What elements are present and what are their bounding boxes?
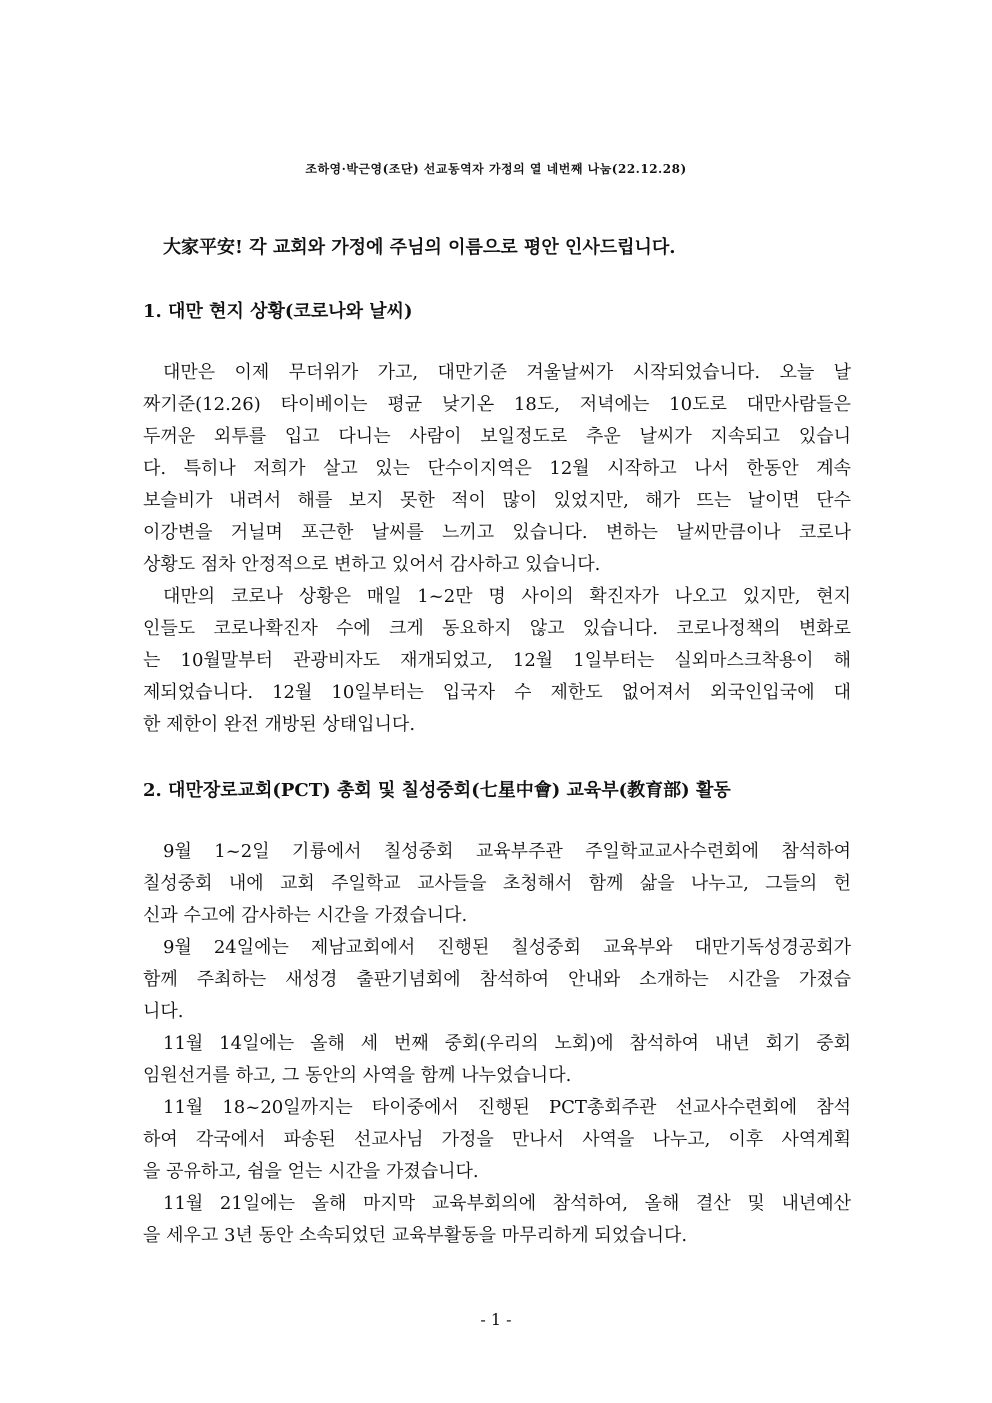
body-line: 11월 14일에는 올해 세 번째 중회(우리의 노회)에 참석하여 내년 회기 중회	[163, 1033, 851, 1054]
body-line: 하여 각국에서 파송된 선교사님 가정을 만나서 사역을 나누고, 이후 사역계획	[143, 1129, 851, 1150]
body-line: 짜기준(12.26) 타이베이는 평균 낮기온 18도, 저녁에는 10도로 대만사람들은	[143, 394, 851, 415]
body-line: 한 제한이 완전 개방된 상태입니다.	[143, 714, 416, 735]
body-line: 을 공유하고, 쉼을 얻는 시간을 가졌습니다.	[143, 1161, 479, 1182]
body-line: 임원선거를 하고, 그 동안의 사역을 함께 나누었습니다.	[143, 1065, 572, 1086]
section-2-body	[143, 836, 851, 1252]
document-title: 조하영·박근영(조단) 선교동역자 가정의 열 네번째 나눔(22.12.28)	[305, 162, 687, 176]
section-1-body	[143, 357, 851, 741]
section-1-heading: 1. 대만 현지 상황(코로나와 날씨)	[143, 301, 413, 322]
section-2-heading: 2. 대만장로교회(PCT) 총회 및 칠성중회(七星中會) 교육부(教育部) 활동	[143, 780, 731, 801]
body-line: 9월 24일에는 제남교회에서 진행된 칠성중회 교육부와 대만기독성경공회가	[163, 937, 851, 958]
body-line: 이강변을 거닐며 포근한 날씨를 느끼고 있습니다. 변하는 날씨만큼이나 코로나	[143, 522, 851, 543]
body-line: 신과 수고에 감사하는 시간을 가졌습니다.	[143, 905, 468, 926]
body-line: 는 10월말부터 관광비자도 재개되었고, 12월 1일부터는 실외마스크착용이 해	[143, 650, 851, 671]
body-line: 11월 21일에는 올해 마지막 교육부회의에 참석하여, 올해 결산 및 내년예산	[163, 1193, 851, 1214]
body-line: 니다.	[143, 1001, 184, 1022]
body-line: 을 세우고 3년 동안 소속되었던 교육부활동을 마무리하게 되었습니다.	[143, 1225, 688, 1246]
body-line: 11월 18~20일까지는 타이중에서 진행된 PCT총회주관 선교사수련회에 참석	[163, 1097, 851, 1118]
body-line: 인들도 코로나확진자 수에 크게 동요하지 않고 있습니다. 코로나정책의 변화로	[143, 618, 851, 639]
page-number: - 1 -	[480, 1310, 512, 1329]
body-line: 다. 특히나 저희가 살고 있는 단수이지역은 12월 시작하고 나서 한동안 계속	[143, 458, 851, 479]
body-line: 9월 1~2일 기륭에서 칠성중회 교육부주관 주일학교교사수련회에 참석하여	[163, 841, 851, 862]
body-line: 두꺼운 외투를 입고 다니는 사람이 보일정도로 추운 날씨가 지속되고 있습니	[143, 426, 851, 447]
body-line: 보슬비가 내려서 해를 보지 못한 적이 많이 있었지만, 해가 뜨는 날이면 단수	[143, 490, 851, 511]
body-line: 대만은 이제 무더위가 가고, 대만기준 겨울날씨가 시작되었습니다. 오늘 날	[163, 362, 851, 383]
body-line: 제되었습니다. 12월 10일부터는 입국자 수 제한도 없어져서 외국인입국에 대	[143, 682, 851, 703]
body-line: 상황도 점차 안정적으로 변하고 있어서 감사하고 있습니다.	[143, 554, 601, 575]
body-line: 칠성중회 내에 교회 주일학교 교사들을 초청해서 함께 삶을 나누고, 그들의 헌	[143, 873, 851, 894]
body-line: 대만의 코로나 상황은 매일 1~2만 명 사이의 확진자가 나오고 있지만, 현지	[163, 586, 851, 607]
body-line: 함께 주최하는 새성경 출판기념회에 참석하여 안내와 소개하는 시간을 가졌습	[143, 969, 851, 990]
greeting-text: 大家平安! 각 교회와 가정에 주님의 이름으로 평안 인사드립니다.	[163, 237, 676, 258]
